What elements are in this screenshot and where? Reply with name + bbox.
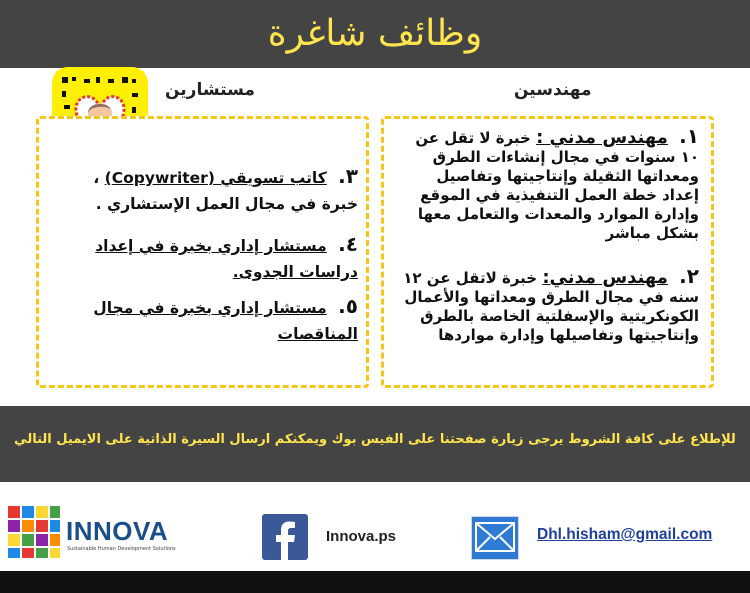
email-link[interactable]: Dhl.hisham@gmail.com — [537, 526, 713, 543]
consultant-item-5 — [53, 293, 358, 347]
bottom-band — [0, 571, 750, 593]
facebook-page-link[interactable]: Innova.ps — [326, 528, 397, 545]
footer — [0, 498, 750, 570]
notice-band — [0, 406, 750, 482]
consultants-heading: مستشارين — [165, 80, 255, 100]
item-title: مهندس مدني: — [542, 267, 668, 288]
item-title: مستشار إداري بخبرة في مجال المناقصات — [93, 299, 358, 343]
item-title: كاتب تسويقي (Copywriter) — [104, 169, 327, 187]
item-number: ٥. — [338, 294, 358, 318]
brand-tagline: Sustainable Human Development Solutions — [67, 546, 176, 552]
item-description: ، خبرة في مجال العمل الإستشاري . — [93, 169, 358, 213]
brand-name: INNOVA — [66, 516, 169, 546]
page-title: وظائف شاغرة — [267, 13, 483, 54]
engineer-item-1 — [399, 124, 699, 243]
consultants-panel — [36, 116, 369, 388]
item-description: خبرة لاتقل عن ١٢ سنه في مجال الطرق ومعداتها والأعمال الكونكريتية والإسفلتية الخاصة بالطرق وإنتاجيتها وتفاصيلها وإدارة مواردها — [403, 269, 699, 344]
notice-text: للإطلاع على كافة الشروط يرجى زيارة صفحتنا على الفيس بوك ويمكنكم ارسال السيرة الذاتية على الايميل التالي — [14, 432, 736, 447]
innova-logo-icon — [6, 504, 62, 560]
header-band — [0, 0, 750, 68]
consultant-item-4 — [53, 231, 358, 285]
item-number: ١. — [679, 124, 699, 148]
engineers-heading: مهندسين — [514, 80, 592, 100]
facebook-icon[interactable] — [262, 514, 308, 560]
item-title: مستشار إداري بخبرة في إعداد دراسات الجدوى. — [95, 237, 358, 281]
item-number: ٣. — [338, 164, 358, 188]
item-number: ٤. — [338, 232, 358, 256]
mail-icon[interactable] — [471, 516, 519, 560]
item-description: خبرة لا تقل عن ١٠ سنوات في مجال إنشاءات الطرق ومعداتها الثقيلة وإنتاجيتها وتفاصيل إعداد خطة العمل التنفيذية في الموقع وإدارة الموارد والمعدات والتعامل معها بشكل مباشر — [415, 129, 699, 242]
engineers-panel — [381, 116, 714, 388]
engineer-item-2 — [399, 264, 699, 345]
consultant-item-3 — [53, 163, 358, 217]
item-number: ٢. — [679, 264, 699, 288]
item-title: مهندس مدني : — [536, 127, 668, 148]
